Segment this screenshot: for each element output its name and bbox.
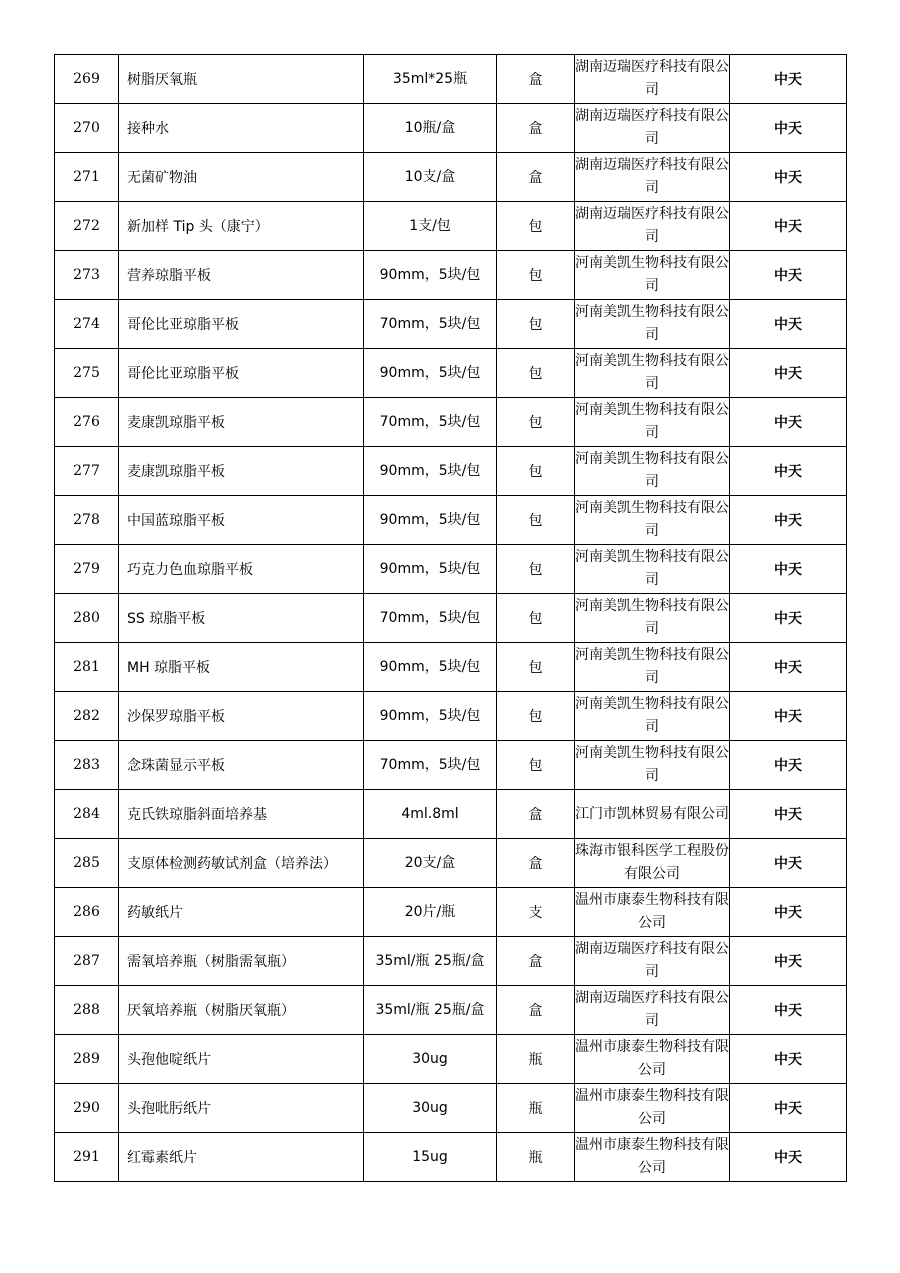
product-spec: 70mm，5块/包 [364, 398, 497, 447]
row-number: 282 [55, 692, 119, 741]
supplier-name: 河南美凯生物科技有限公司 [575, 545, 730, 594]
product-unit: 包 [497, 251, 575, 300]
product-spec: 90mm，5块/包 [364, 643, 497, 692]
product-spec: 90mm，5块/包 [364, 545, 497, 594]
product-spec: 35ml/瓶 25瓶/盒 [364, 986, 497, 1035]
row-number: 279 [55, 545, 119, 594]
table-row [55, 447, 847, 496]
buyer-name: 中天 [730, 398, 847, 447]
buyer-name: 中天 [730, 447, 847, 496]
row-number: 289 [55, 1035, 119, 1084]
product-unit: 瓶 [497, 1084, 575, 1133]
buyer-name: 中天 [730, 153, 847, 202]
table-row [55, 986, 847, 1035]
row-number: 280 [55, 594, 119, 643]
row-number: 271 [55, 153, 119, 202]
row-number: 284 [55, 790, 119, 839]
product-name: 需氧培养瓶（树脂需氧瓶） [119, 937, 364, 986]
supplier-name: 湖南迈瑞医疗科技有限公司 [575, 202, 730, 251]
row-number: 274 [55, 300, 119, 349]
product-unit: 包 [497, 496, 575, 545]
supplier-name: 河南美凯生物科技有限公司 [575, 300, 730, 349]
product-unit: 盒 [497, 790, 575, 839]
product-spec: 90mm，5块/包 [364, 447, 497, 496]
table-row [55, 790, 847, 839]
product-name: MH 琼脂平板 [119, 643, 364, 692]
table-row [55, 104, 847, 153]
row-number: 281 [55, 643, 119, 692]
product-name: 接种水 [119, 104, 364, 153]
supplier-name: 湖南迈瑞医疗科技有限公司 [575, 937, 730, 986]
product-spec: 1支/包 [364, 202, 497, 251]
product-spec: 35ml*25瓶 [364, 55, 497, 104]
product-spec: 20支/盒 [364, 839, 497, 888]
product-name: 营养琼脂平板 [119, 251, 364, 300]
product-unit: 包 [497, 398, 575, 447]
product-name: 无菌矿物油 [119, 153, 364, 202]
supplier-name: 河南美凯生物科技有限公司 [575, 349, 730, 398]
table-row [55, 349, 847, 398]
buyer-name: 中天 [730, 790, 847, 839]
table-row [55, 251, 847, 300]
row-number: 269 [55, 55, 119, 104]
product-name: 中国蓝琼脂平板 [119, 496, 364, 545]
table-row [55, 594, 847, 643]
table-row [55, 545, 847, 594]
row-number: 285 [55, 839, 119, 888]
row-number: 287 [55, 937, 119, 986]
buyer-name: 中天 [730, 55, 847, 104]
product-name: 麦康凯琼脂平板 [119, 398, 364, 447]
product-unit: 包 [497, 447, 575, 496]
row-number: 290 [55, 1084, 119, 1133]
table-body [55, 55, 847, 1182]
product-unit: 瓶 [497, 1133, 575, 1182]
supplier-name: 河南美凯生物科技有限公司 [575, 447, 730, 496]
buyer-name: 中天 [730, 1035, 847, 1084]
product-spec: 4ml.8ml [364, 790, 497, 839]
table-row [55, 153, 847, 202]
product-unit: 包 [497, 643, 575, 692]
table-row [55, 398, 847, 447]
product-name: 念珠菌显示平板 [119, 741, 364, 790]
supplier-name: 河南美凯生物科技有限公司 [575, 692, 730, 741]
table-row [55, 496, 847, 545]
row-number: 278 [55, 496, 119, 545]
supplier-name: 河南美凯生物科技有限公司 [575, 251, 730, 300]
supplier-name: 河南美凯生物科技有限公司 [575, 741, 730, 790]
table-row [55, 741, 847, 790]
product-unit: 包 [497, 300, 575, 349]
product-unit: 包 [497, 594, 575, 643]
product-name: 麦康凯琼脂平板 [119, 447, 364, 496]
buyer-name: 中天 [730, 1133, 847, 1182]
supplier-name: 湖南迈瑞医疗科技有限公司 [575, 104, 730, 153]
supplier-name: 河南美凯生物科技有限公司 [575, 398, 730, 447]
buyer-name: 中天 [730, 741, 847, 790]
buyer-name: 中天 [730, 545, 847, 594]
product-spec: 10瓶/盒 [364, 104, 497, 153]
supplier-name: 温州市康泰生物科技有限公司 [575, 1084, 730, 1133]
buyer-name: 中天 [730, 1084, 847, 1133]
row-number: 277 [55, 447, 119, 496]
product-unit: 包 [497, 349, 575, 398]
buyer-name: 中天 [730, 202, 847, 251]
supplier-name: 温州市康泰生物科技有限公司 [575, 1035, 730, 1084]
supplier-name: 河南美凯生物科技有限公司 [575, 496, 730, 545]
product-name: 巧克力色血琼脂平板 [119, 545, 364, 594]
row-number: 272 [55, 202, 119, 251]
product-spec: 15ug [364, 1133, 497, 1182]
product-unit: 支 [497, 888, 575, 937]
buyer-name: 中天 [730, 300, 847, 349]
product-unit: 盒 [497, 153, 575, 202]
product-unit: 包 [497, 545, 575, 594]
product-unit: 盒 [497, 55, 575, 104]
buyer-name: 中天 [730, 888, 847, 937]
product-table [54, 54, 847, 1182]
product-name: 红霉素纸片 [119, 1133, 364, 1182]
table-row [55, 1035, 847, 1084]
buyer-name: 中天 [730, 692, 847, 741]
product-unit: 盒 [497, 104, 575, 153]
row-number: 288 [55, 986, 119, 1035]
product-name: 头孢吡肟纸片 [119, 1084, 364, 1133]
product-spec: 10支/盒 [364, 153, 497, 202]
product-name: 新加样 Tip 头（康宁） [119, 202, 364, 251]
supplier-name: 湖南迈瑞医疗科技有限公司 [575, 153, 730, 202]
table-row [55, 1084, 847, 1133]
product-spec: 70mm，5块/包 [364, 300, 497, 349]
supplier-name: 湖南迈瑞医疗科技有限公司 [575, 986, 730, 1035]
product-spec: 90mm，5块/包 [364, 496, 497, 545]
table-row [55, 1133, 847, 1182]
table-row [55, 202, 847, 251]
product-name: 树脂厌氧瓶 [119, 55, 364, 104]
row-number: 270 [55, 104, 119, 153]
table-row [55, 839, 847, 888]
row-number: 273 [55, 251, 119, 300]
product-spec: 90mm，5块/包 [364, 692, 497, 741]
product-name: 支原体检测药敏试剂盒（培养法） [119, 839, 364, 888]
buyer-name: 中天 [730, 937, 847, 986]
buyer-name: 中天 [730, 986, 847, 1035]
product-name: 药敏纸片 [119, 888, 364, 937]
product-unit: 包 [497, 741, 575, 790]
product-unit: 盒 [497, 839, 575, 888]
table-row [55, 937, 847, 986]
table-row [55, 643, 847, 692]
product-spec: 35ml/瓶 25瓶/盒 [364, 937, 497, 986]
product-spec: 70mm，5块/包 [364, 594, 497, 643]
product-spec: 70mm，5块/包 [364, 741, 497, 790]
product-unit: 瓶 [497, 1035, 575, 1084]
product-name: 哥伦比亚琼脂平板 [119, 349, 364, 398]
row-number: 275 [55, 349, 119, 398]
product-name: 沙保罗琼脂平板 [119, 692, 364, 741]
buyer-name: 中天 [730, 594, 847, 643]
product-unit: 包 [497, 202, 575, 251]
table-row [55, 692, 847, 741]
buyer-name: 中天 [730, 643, 847, 692]
table-row [55, 300, 847, 349]
buyer-name: 中天 [730, 104, 847, 153]
row-number: 291 [55, 1133, 119, 1182]
product-name: 克氏铁琼脂斜面培养基 [119, 790, 364, 839]
product-unit: 盒 [497, 937, 575, 986]
product-spec: 30ug [364, 1084, 497, 1133]
product-name: 头孢他啶纸片 [119, 1035, 364, 1084]
table-row [55, 888, 847, 937]
product-spec: 20片/瓶 [364, 888, 497, 937]
product-spec: 90mm，5块/包 [364, 251, 497, 300]
buyer-name: 中天 [730, 251, 847, 300]
product-spec: 30ug [364, 1035, 497, 1084]
product-unit: 盒 [497, 986, 575, 1035]
supplier-name: 河南美凯生物科技有限公司 [575, 643, 730, 692]
supplier-name: 河南美凯生物科技有限公司 [575, 594, 730, 643]
product-spec: 90mm，5块/包 [364, 349, 497, 398]
buyer-name: 中天 [730, 839, 847, 888]
supplier-name: 温州市康泰生物科技有限公司 [575, 1133, 730, 1182]
row-number: 276 [55, 398, 119, 447]
buyer-name: 中天 [730, 496, 847, 545]
supplier-name: 温州市康泰生物科技有限公司 [575, 888, 730, 937]
supplier-name: 江门市凯林贸易有限公司 [575, 790, 730, 839]
product-name: 哥伦比亚琼脂平板 [119, 300, 364, 349]
buyer-name: 中天 [730, 349, 847, 398]
supplier-name: 湖南迈瑞医疗科技有限公司 [575, 55, 730, 104]
product-name: SS 琼脂平板 [119, 594, 364, 643]
product-unit: 包 [497, 692, 575, 741]
product-name: 厌氧培养瓶（树脂厌氧瓶） [119, 986, 364, 1035]
table-row [55, 55, 847, 104]
row-number: 283 [55, 741, 119, 790]
supplier-name: 珠海市银科医学工程股份有限公司 [575, 839, 730, 888]
row-number: 286 [55, 888, 119, 937]
